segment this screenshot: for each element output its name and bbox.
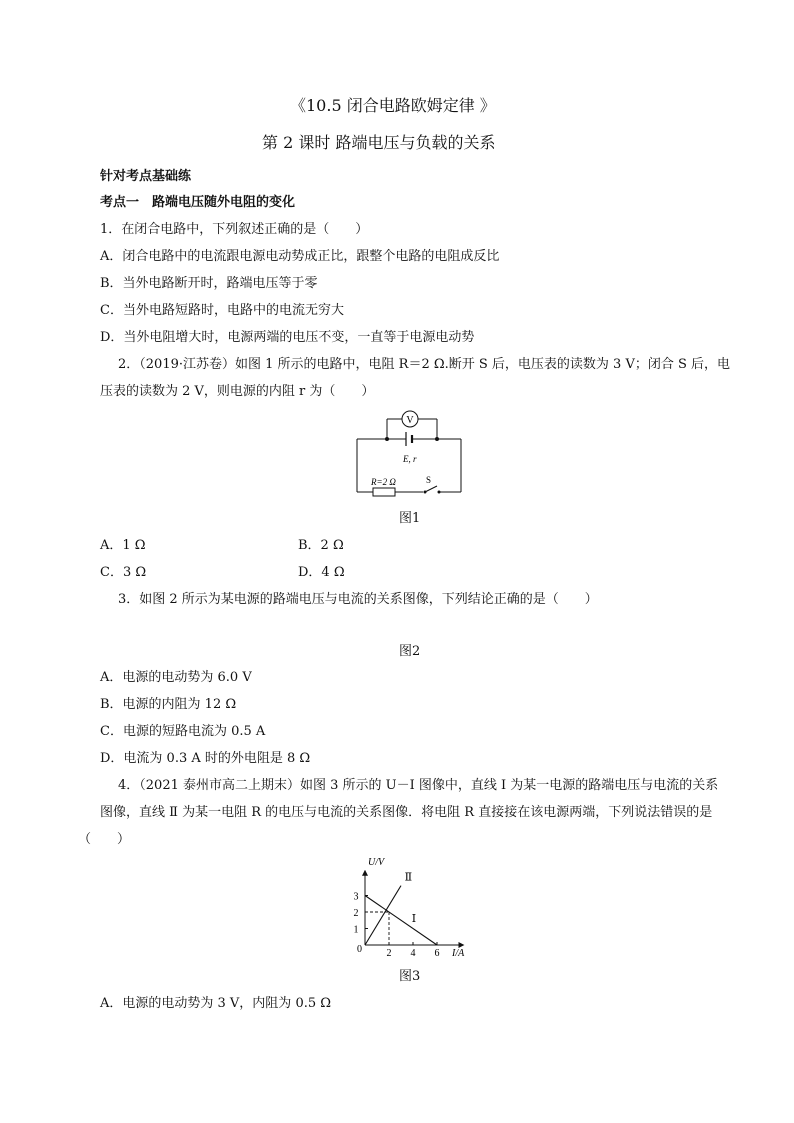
fig3-caption: 图3 (399, 969, 421, 984)
y-tick-label: 2 (353, 908, 359, 919)
series-line-1 (365, 896, 437, 946)
q1-option-c: C．当外电路短路时，电路中的电流无穷大 (100, 303, 344, 318)
ui-graph-fig3 (340, 855, 475, 963)
q2-stem-line1: 2．（2019·江苏卷）如图 1 所示的电路中，电阻 R＝2 Ω.断开 S 后，电压表的读数为 3 V；闭合 S 后，电 (118, 357, 731, 372)
q3-option-a: A．电源的电动势为 6.0 V (100, 670, 252, 685)
y-axis-label: U/V (368, 857, 385, 868)
x-tick-label: 2 (386, 948, 392, 959)
q1-option-a: A．闭合电路中的电流跟电源电动势成正比，跟整个电路的电阻成反比 (100, 249, 500, 264)
document-title: 《10.5 闭合电路欧姆定律 》 (290, 96, 496, 115)
x-axis-label: I/A (452, 948, 465, 959)
origin-label: 0 (357, 944, 362, 955)
fig1-caption: 图1 (399, 511, 421, 526)
fig2-caption: 图2 (399, 644, 421, 659)
q4-stem-line3: （ ） (78, 832, 131, 847)
q3-option-c: C．电源的短路电流为 0.5 A (100, 724, 266, 739)
topic-heading: 考点一 路端电压随外电阻的变化 (100, 195, 296, 210)
y-tick-label: 1 (353, 924, 359, 936)
switch-icon (425, 486, 437, 492)
switch-label: S (426, 475, 432, 485)
x-tick-label: 4 (410, 948, 416, 959)
q1-option-d: D．当外电阻增大时，电源两端的电压不变，一直等于电源电动势 (100, 330, 475, 345)
q1-stem: 1．在闭合电路中，下列叙述正确的是（ ） (100, 222, 369, 237)
x-tick-label: 6 (434, 948, 440, 959)
section-heading: 针对考点基础练 (100, 169, 192, 184)
q4-stem-line1: 4．（2021 泰州市高二上期末）如图 3 所示的 U－I 图像中，直线 Ⅰ 为某一电源的路端电压与电流的关系 (118, 778, 719, 793)
q3-option-d: D．电流为 0.3 A 时的外电阻是 8 Ω (100, 751, 311, 766)
q2-option-a: A．1 Ω (100, 538, 146, 553)
series-label-1: Ⅰ (411, 912, 417, 925)
q2-option-c: C．3 Ω (100, 565, 147, 580)
q4-stem-line2: 图像，直线 Ⅱ 为某一电阻 R 的电压与电流的关系图像．将电阻 R 直接接在该电源两端，下列说法错误的是 (100, 805, 713, 820)
q3-stem: 3．如图 2 所示为某电源的路端电压与电流的关系图像，下列结论正确的是（ ） (118, 592, 598, 607)
lesson-subtitle: 第 2 课时 路端电压与负载的关系 (262, 133, 496, 152)
resistor-label: R=2 Ω (371, 477, 396, 487)
q2-option-b: B．2 Ω (298, 538, 344, 553)
voltmeter-label: V (406, 415, 414, 426)
q3-option-b: B．电源的内阻为 12 Ω (100, 697, 237, 712)
series-label-2: Ⅱ (404, 871, 413, 884)
circuit-diagram-fig1 (345, 405, 470, 500)
resistor-icon (373, 488, 395, 496)
q4-option-a: A．电源的电动势为 3 V，内阻为 0.5 Ω (100, 996, 332, 1011)
q1-option-b: B．当外电路断开时，路端电压等于零 (100, 276, 318, 291)
q2-stem-line2: 压表的读数为 2 V，则电源的内阻 r 为（ ） (100, 384, 375, 399)
y-tick-label: 3 (353, 891, 359, 903)
q2-option-d: D．4 Ω (298, 565, 345, 580)
series-line-2 (365, 886, 401, 945)
source-label: E, r (403, 454, 417, 464)
